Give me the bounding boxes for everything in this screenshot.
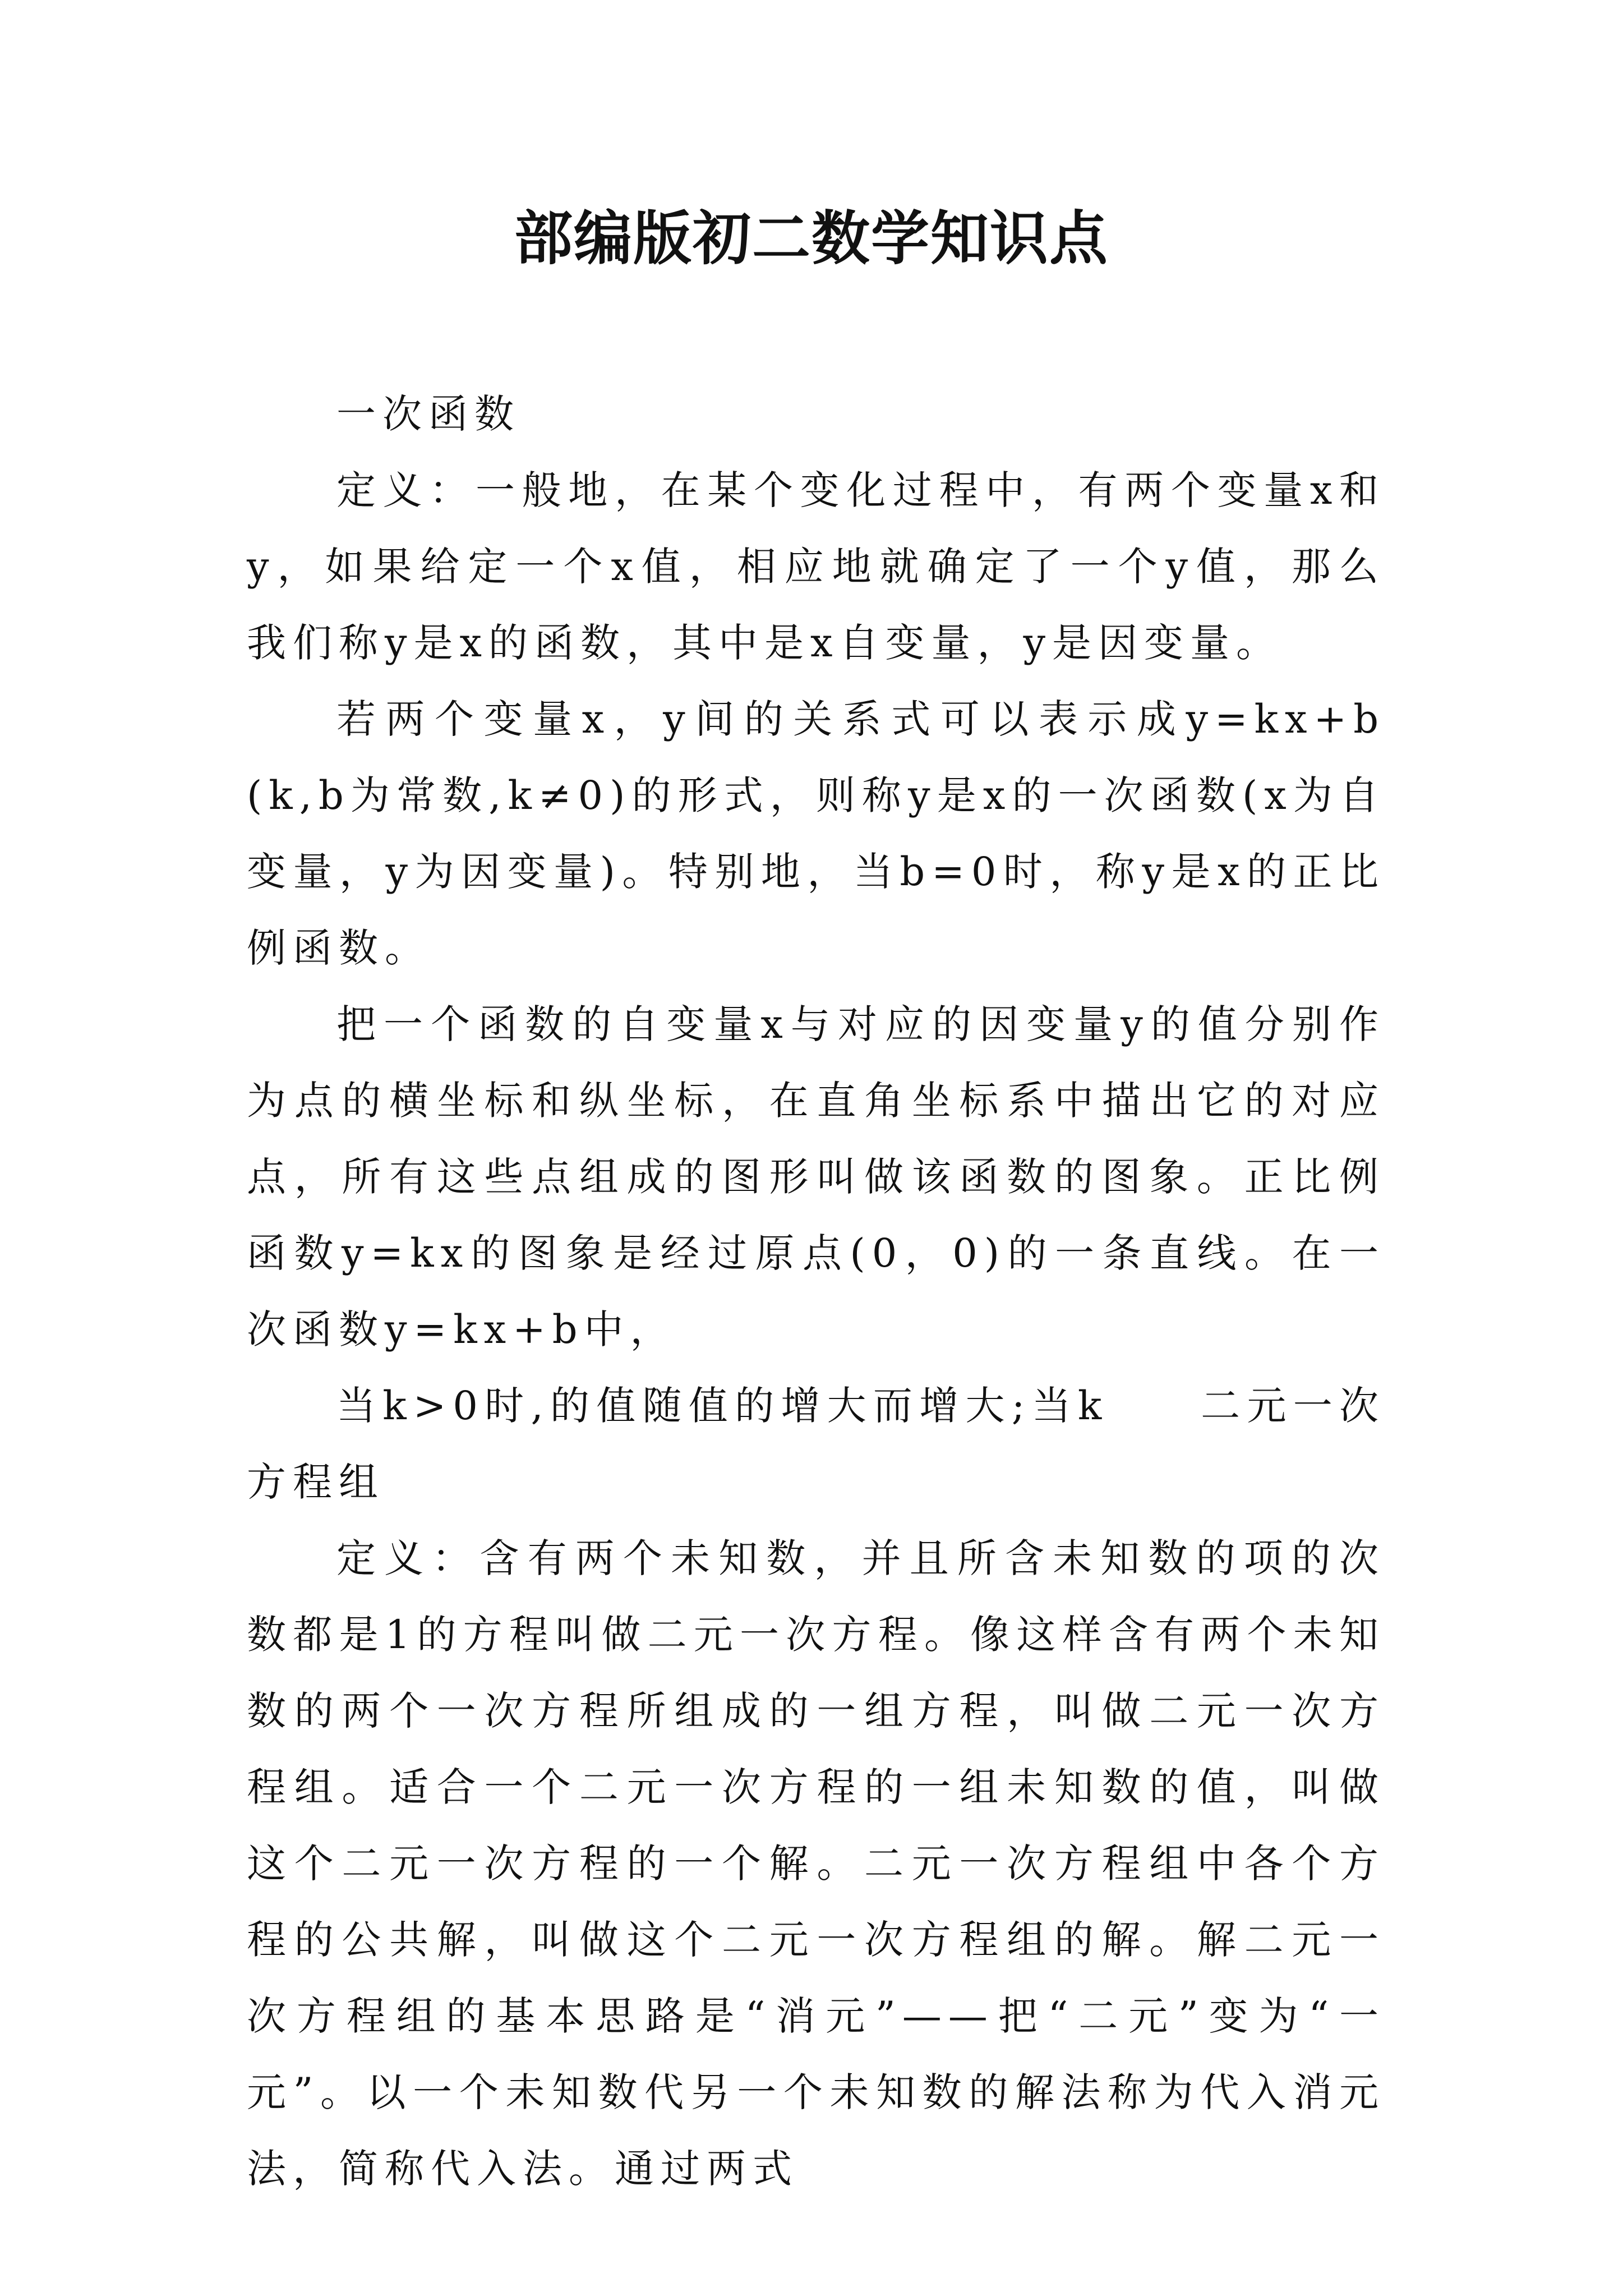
paragraph-equation-system-definition: 定义：含有两个未知数，并且所含未知数的项的次数都是1的方程叫做二元一次方程。像这样含有两个未知数的两个一次方程所组成的一组方程，叫做二元一次方程组。适合一个二元一次方程的一组未知数的值，叫做这个二元一次方程的一个解。二元一次方程组中各个方程的公共解，叫做这个二元一次方程组的解。解二元一次方程组的基本思路是“消元”——把“二元”变为“一元”。以一个未知数代另一个未知数的解法称为代入消元法，简称代入法。通过两式 (247, 1535, 1385, 2192)
section-heading-linear-function: 一次函数 (336, 391, 520, 437)
document-body (247, 376, 1385, 2207)
document-title: 部编版初二数学知识点 (514, 204, 1109, 273)
paragraph-function-graph: 把一个函数的自变量x与对应的因变量y的值分别作为点的横坐标和纵坐标，在直角坐标系中描出它的对应点，所有这些点组成的图形叫做该函数的图象。正比例函数y=kx的图象是经过原点(0，0)的一条直线。在一次函数y=kx+b中， (247, 1001, 1385, 1352)
paragraph-linear-function-form: 若两个变量x，y间的关系式可以表示成y=kx+b(k,b为常数,k≠0)的形式，则称y是x的一次函数(x为自变量，y为因变量)。特别地，当b=0时，称y是x的正比例函数。 (247, 696, 1385, 971)
paragraph-function-definition: 定义：一般地，在某个变化过程中，有两个变量x和y，如果给定一个x值，相应地就确定了一个y值，那么我们称y是x的函数，其中是x自变量，y是因变量。 (247, 467, 1385, 666)
paragraph-slope-and-equation-system-heading: 当k>0时,的值随值的增大而增大;当k 二元一次方程组 (247, 1383, 1385, 1505)
